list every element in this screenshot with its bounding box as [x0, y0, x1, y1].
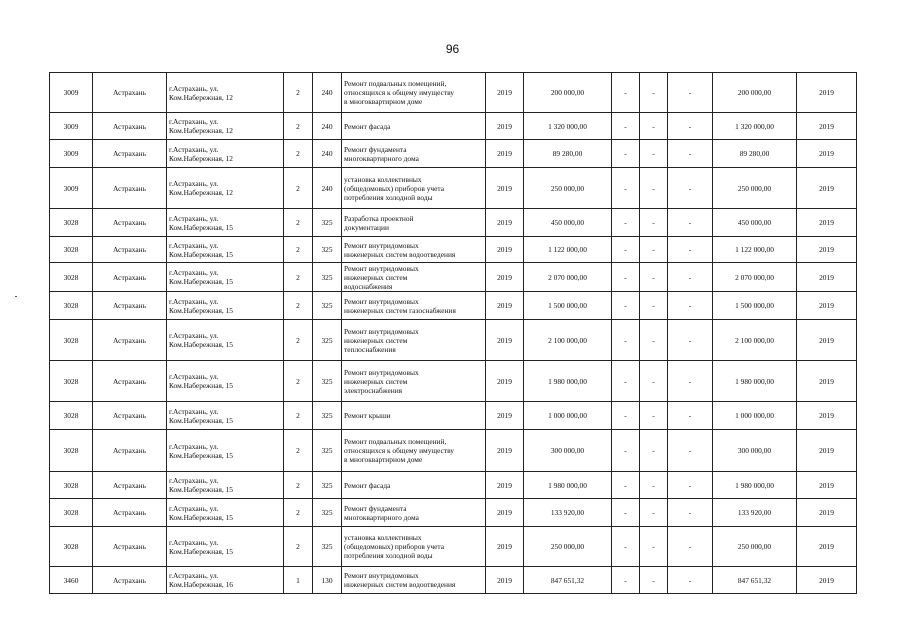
city-cell: Астрахань — [93, 140, 167, 168]
address-cell-line: г.Астрахань, ул. — [169, 268, 219, 277]
work-type-cell — [342, 402, 486, 430]
table-row — [50, 567, 857, 594]
city-cell: Астрахань — [93, 320, 167, 361]
city-cell: Астрахань — [93, 567, 167, 594]
federal-fund-cell: - — [612, 567, 640, 594]
work-type-cell — [342, 320, 486, 361]
address-cell — [167, 113, 284, 140]
work-type-cell — [342, 361, 486, 402]
completion-year-cell: 2019 — [797, 140, 857, 168]
owners-funds-cell: 200 000,00 — [713, 73, 797, 113]
regional-budget-cell: - — [640, 292, 668, 320]
table-row — [50, 140, 857, 168]
year-cell: 2019 — [486, 237, 524, 263]
address-cell — [167, 361, 284, 402]
address-cell-line: г.Астрахань, ул. — [169, 179, 219, 188]
work-type-cell-line: Ремонт внутридомовых — [344, 240, 419, 250]
city-cell: Астрахань — [93, 73, 167, 113]
year-cell: 2019 — [486, 402, 524, 430]
table-row — [50, 320, 857, 361]
area-cell: 325 — [313, 320, 342, 361]
address-cell — [167, 209, 284, 237]
floors-cell: 2 — [284, 320, 313, 361]
year-cell: 2019 — [486, 113, 524, 140]
address-cell-line: г.Астрахань, ул. — [169, 83, 219, 93]
page-number: 96 — [445, 42, 460, 56]
local-budget-cell: - — [668, 472, 713, 499]
work-type-cell-line: водоснабжения — [344, 281, 393, 291]
object-id-cell: 3028 — [50, 320, 93, 361]
floors-cell: 2 — [284, 361, 313, 402]
owners-funds-cell: 1 320 000,00 — [713, 113, 797, 140]
year-cell: 2019 — [486, 140, 524, 168]
local-budget-cell: - — [668, 292, 713, 320]
object-id-cell: 3009 — [50, 168, 93, 209]
local-budget-cell: - — [668, 168, 713, 209]
total-cost-cell: 89 280,00 — [524, 140, 612, 168]
city-cell: Астрахань — [93, 237, 167, 263]
table-row — [50, 402, 857, 430]
owners-funds-cell: 2 100 000,00 — [713, 320, 797, 361]
object-id-cell: 3028 — [50, 402, 93, 430]
address-cell-line: г.Астрахань, ул. — [169, 441, 219, 451]
regional-budget-cell: - — [640, 73, 668, 113]
address-cell-line: г.Астрахань, ул. — [169, 213, 219, 223]
year-cell: 2019 — [486, 73, 524, 113]
total-cost-cell: 250 000,00 — [524, 168, 612, 209]
area-cell: 325 — [313, 292, 342, 320]
object-id-cell: 3028 — [50, 430, 93, 472]
floors-cell: 2 — [284, 140, 313, 168]
regional-budget-cell: - — [640, 567, 668, 594]
local-budget-cell: - — [668, 73, 713, 113]
address-cell — [167, 527, 284, 567]
city-cell: Астрахань — [93, 402, 167, 430]
owners-funds-cell: 847 651,32 — [713, 567, 797, 594]
federal-fund-cell: - — [612, 168, 640, 209]
floors-cell: 2 — [284, 263, 313, 292]
address-cell-line: г.Астрахань, ул. — [169, 296, 219, 306]
city-cell: Астрахань — [93, 263, 167, 292]
work-type-cell-line: Ремонт подвальных помещений, — [344, 79, 447, 88]
local-budget-cell: - — [668, 263, 713, 292]
address-cell-line: г.Астрахань, ул. — [169, 537, 219, 547]
local-budget-cell: - — [668, 237, 713, 263]
federal-fund-cell: - — [612, 472, 640, 499]
work-type-cell-line: Ремонт фасада — [344, 121, 391, 131]
floors-cell: 2 — [284, 168, 313, 209]
total-cost-cell: 200 000,00 — [524, 73, 612, 113]
owners-funds-cell: 1 980 000,00 — [713, 361, 797, 402]
year-cell: 2019 — [486, 292, 524, 320]
area-cell: 325 — [313, 361, 342, 402]
table-row — [50, 472, 857, 499]
federal-fund-cell: - — [612, 320, 640, 361]
completion-year-cell: 2019 — [797, 113, 857, 140]
total-cost-cell: 450 000,00 — [524, 209, 612, 237]
object-id-cell: 3028 — [50, 527, 93, 567]
owners-funds-cell: 1 500 000,00 — [713, 292, 797, 320]
object-id-cell: 3460 — [50, 567, 93, 594]
regional-budget-cell: - — [640, 430, 668, 472]
address-cell — [167, 472, 284, 499]
year-cell: 2019 — [486, 209, 524, 237]
completion-year-cell: 2019 — [797, 472, 857, 499]
total-cost-cell: 250 000,00 — [524, 527, 612, 567]
area-cell: 130 — [313, 567, 342, 594]
work-type-cell-line: инженерных систем — [344, 272, 408, 282]
work-type-cell — [342, 263, 486, 292]
address-cell-line: г.Астрахань, ул. — [169, 476, 219, 485]
work-type-cell-line: (общедомовых) приборов учета — [344, 183, 445, 193]
owners-funds-cell: 1 122 000,00 — [713, 237, 797, 263]
federal-fund-cell: - — [612, 527, 640, 567]
floors-cell: 1 — [284, 567, 313, 594]
work-type-cell-line: Ремонт внутридомовых — [344, 571, 419, 580]
floors-cell: 2 — [284, 237, 313, 263]
local-budget-cell: - — [668, 113, 713, 140]
federal-fund-cell: - — [612, 237, 640, 263]
local-budget-cell: - — [668, 209, 713, 237]
local-budget-cell: - — [668, 402, 713, 430]
work-type-cell-line: электроснабжения — [344, 385, 403, 395]
floors-cell: 2 — [284, 73, 313, 113]
work-type-cell-line: Ремонт фасада — [344, 480, 391, 490]
local-budget-cell: - — [668, 567, 713, 594]
work-type-cell-line: Разработка проектной — [344, 213, 414, 223]
work-type-cell-line: инженерных систем — [344, 376, 408, 386]
completion-year-cell: 2019 — [797, 430, 857, 472]
work-type-cell-line: теплоснабжения — [344, 344, 396, 354]
address-cell-line: г.Астрахань, ул. — [169, 240, 219, 250]
regional-budget-cell: - — [640, 263, 668, 292]
year-cell: 2019 — [486, 567, 524, 594]
object-id-cell: 3028 — [50, 499, 93, 527]
address-cell-line: Ком.Набережная, 15 — [169, 381, 234, 390]
capital-repair-table — [49, 72, 857, 594]
work-type-cell-line: Ремонт внутридомовых — [344, 263, 419, 273]
regional-budget-cell: - — [640, 499, 668, 527]
table-row — [50, 527, 857, 567]
owners-funds-cell: 300 000,00 — [713, 430, 797, 472]
object-id-cell: 3009 — [50, 140, 93, 168]
address-cell — [167, 430, 284, 472]
city-cell: Астрахань — [93, 292, 167, 320]
work-type-cell-line: Ремонт внутридомовых — [344, 296, 419, 306]
address-cell-line: г.Астрахань, ул. — [169, 503, 219, 513]
completion-year-cell: 2019 — [797, 499, 857, 527]
regional-budget-cell: - — [640, 168, 668, 209]
work-type-cell-line: (общедомовых) приборов учета — [344, 542, 445, 551]
work-type-cell-line: относящихся к общему имуществу — [344, 446, 455, 455]
completion-year-cell: 2019 — [797, 73, 857, 113]
address-cell-line: Ком.Набережная, 15 — [169, 450, 234, 460]
work-type-cell — [342, 527, 486, 567]
federal-fund-cell: - — [612, 140, 640, 168]
total-cost-cell: 300 000,00 — [524, 430, 612, 472]
total-cost-cell: 2 100 000,00 — [524, 320, 612, 361]
owners-funds-cell: 250 000,00 — [713, 168, 797, 209]
year-cell: 2019 — [486, 263, 524, 292]
regional-budget-cell: - — [640, 527, 668, 567]
city-cell: Астрахань — [93, 113, 167, 140]
work-type-cell-line: Ремонт подвальных помещений, — [344, 437, 447, 446]
city-cell: Астрахань — [93, 472, 167, 499]
owners-funds-cell: 89 280,00 — [713, 140, 797, 168]
object-id-cell: 3009 — [50, 73, 93, 113]
address-cell-line: г.Астрахань, ул. — [169, 406, 219, 416]
object-id-cell: 3028 — [50, 292, 93, 320]
area-cell: 325 — [313, 430, 342, 472]
work-type-cell — [342, 168, 486, 209]
object-id-cell: 3028 — [50, 361, 93, 402]
owners-funds-cell: 1 980 000,00 — [713, 472, 797, 499]
address-cell-line: Ком.Набережная, 15 — [169, 546, 234, 556]
work-type-cell-line: инженерных систем водоотведения — [344, 249, 456, 259]
address-cell — [167, 168, 284, 209]
address-cell — [167, 73, 284, 113]
work-type-cell — [342, 567, 486, 594]
area-cell: 240 — [313, 73, 342, 113]
federal-fund-cell: - — [612, 430, 640, 472]
area-cell: 325 — [313, 527, 342, 567]
regional-budget-cell: - — [640, 320, 668, 361]
work-type-cell-line: Ремонт крыши — [344, 411, 391, 420]
table-row — [50, 209, 857, 237]
address-cell-line: Ком.Набережная, 16 — [169, 580, 234, 589]
total-cost-cell: 133 920,00 — [524, 499, 612, 527]
federal-fund-cell: - — [612, 73, 640, 113]
work-type-cell-line: Ремонт фундамента — [344, 503, 407, 513]
total-cost-cell: 1 000 000,00 — [524, 402, 612, 430]
year-cell: 2019 — [486, 320, 524, 361]
address-cell-line: Ком.Набережная, 15 — [169, 305, 234, 315]
year-cell: 2019 — [486, 430, 524, 472]
owners-funds-cell: 2 070 000,00 — [713, 263, 797, 292]
table-row — [50, 499, 857, 527]
address-cell — [167, 140, 284, 168]
city-cell: Астрахань — [93, 527, 167, 567]
table-row — [50, 361, 857, 402]
work-type-cell-line: установка коллективных — [344, 174, 422, 184]
completion-year-cell: 2019 — [797, 320, 857, 361]
federal-fund-cell: - — [612, 263, 640, 292]
regional-budget-cell: - — [640, 472, 668, 499]
work-type-cell-line: Ремонт фундамента — [344, 144, 407, 154]
federal-fund-cell: - — [612, 361, 640, 402]
work-type-cell-line: инженерных систем газоснабжения — [344, 305, 456, 315]
work-type-cell-line: в многоквартирном доме — [344, 455, 423, 464]
work-type-cell — [342, 292, 486, 320]
area-cell: 325 — [313, 499, 342, 527]
total-cost-cell: 1 980 000,00 — [524, 361, 612, 402]
owners-funds-cell: 1 000 000,00 — [713, 402, 797, 430]
table-row — [50, 237, 857, 263]
object-id-cell: 3028 — [50, 472, 93, 499]
local-budget-cell: - — [668, 140, 713, 168]
local-budget-cell: - — [668, 527, 713, 567]
work-type-cell-line: Ремонт внутридомовых — [344, 367, 419, 377]
local-budget-cell: - — [668, 430, 713, 472]
floors-cell: 2 — [284, 402, 313, 430]
floors-cell: 2 — [284, 527, 313, 567]
address-cell-line: Ком.Набережная, 15 — [169, 249, 234, 259]
table-row — [50, 168, 857, 209]
table-body — [50, 73, 857, 594]
table-row — [50, 263, 857, 292]
work-type-cell — [342, 140, 486, 168]
address-cell-line: Ком.Набережная, 15 — [169, 512, 234, 522]
address-cell-line: г.Астрахань, ул. — [169, 117, 219, 126]
address-cell-line: Ком.Набережная, 15 — [169, 222, 234, 232]
address-cell — [167, 263, 284, 292]
work-type-cell-line: установка коллективных — [344, 533, 422, 542]
area-cell: 240 — [313, 168, 342, 209]
address-cell — [167, 567, 284, 594]
object-id-cell: 3009 — [50, 113, 93, 140]
address-cell-line: г.Астрахань, ул. — [169, 331, 219, 340]
work-type-cell-line: инженерных систем — [344, 335, 408, 345]
table-row — [50, 113, 857, 140]
city-cell: Астрахань — [93, 361, 167, 402]
address-cell-line: Ком.Набережная, 15 — [169, 485, 234, 494]
work-type-cell-line: относящихся к общему имуществу — [344, 88, 455, 97]
area-cell: 325 — [313, 402, 342, 430]
work-type-cell — [342, 73, 486, 113]
address-cell — [167, 237, 284, 263]
work-type-cell-line: Ремонт внутридомовых — [344, 326, 419, 336]
total-cost-cell: 2 070 000,00 — [524, 263, 612, 292]
year-cell: 2019 — [486, 168, 524, 209]
completion-year-cell: 2019 — [797, 237, 857, 263]
floors-cell: 2 — [284, 292, 313, 320]
completion-year-cell: 2019 — [797, 402, 857, 430]
owners-funds-cell: 133 920,00 — [713, 499, 797, 527]
address-cell — [167, 292, 284, 320]
work-type-cell-line: инженерных систем водоотведения — [344, 580, 456, 589]
regional-budget-cell: - — [640, 113, 668, 140]
address-cell-line: г.Астрахань, ул. — [169, 571, 219, 580]
total-cost-cell: 1 500 000,00 — [524, 292, 612, 320]
area-cell: 325 — [313, 237, 342, 263]
city-cell: Астрахань — [93, 209, 167, 237]
city-cell: Астрахань — [93, 430, 167, 472]
address-cell-line: Ком.Набережная, 12 — [169, 92, 234, 102]
address-cell — [167, 402, 284, 430]
federal-fund-cell: - — [612, 113, 640, 140]
work-type-cell-line: многоквартирного дома — [344, 512, 419, 522]
total-cost-cell: 1 320 000,00 — [524, 113, 612, 140]
area-cell: 325 — [313, 472, 342, 499]
year-cell: 2019 — [486, 472, 524, 499]
address-cell-line: Ком.Набережная, 12 — [169, 153, 234, 163]
local-budget-cell: - — [668, 499, 713, 527]
year-cell: 2019 — [486, 361, 524, 402]
federal-fund-cell: - — [612, 499, 640, 527]
regional-budget-cell: - — [640, 361, 668, 402]
area-cell: 325 — [313, 209, 342, 237]
floors-cell: 2 — [284, 113, 313, 140]
object-id-cell: 3028 — [50, 263, 93, 292]
work-type-cell — [342, 113, 486, 140]
regional-budget-cell: - — [640, 237, 668, 263]
city-cell: Астрахань — [93, 168, 167, 209]
address-cell-line: Ком.Набережная, 15 — [169, 340, 234, 349]
completion-year-cell: 2019 — [797, 361, 857, 402]
work-type-cell-line: документации — [344, 222, 389, 232]
floors-cell: 2 — [284, 472, 313, 499]
address-cell — [167, 320, 284, 361]
floors-cell: 2 — [284, 430, 313, 472]
address-cell-line: Ком.Набережная, 15 — [169, 277, 234, 286]
address-cell-line: г.Астрахань, ул. — [169, 144, 219, 154]
work-type-cell-line: потребления холодной воды — [344, 192, 433, 202]
floors-cell: 2 — [284, 209, 313, 237]
regional-budget-cell: - — [640, 140, 668, 168]
regional-budget-cell: - — [640, 402, 668, 430]
work-type-cell-line: в многоквартирном доме — [344, 97, 423, 106]
address-cell-line: Ком.Набережная, 12 — [169, 126, 234, 135]
address-cell — [167, 499, 284, 527]
table-row — [50, 430, 857, 472]
object-id-cell: 3028 — [50, 209, 93, 237]
regional-budget-cell: - — [640, 209, 668, 237]
city-cell: Астрахань — [93, 499, 167, 527]
work-type-cell — [342, 209, 486, 237]
work-type-cell-line: потребления холодной воды — [344, 551, 433, 560]
federal-fund-cell: - — [612, 292, 640, 320]
work-type-cell — [342, 237, 486, 263]
owners-funds-cell: 250 000,00 — [713, 527, 797, 567]
local-budget-cell: - — [668, 320, 713, 361]
completion-year-cell: 2019 — [797, 527, 857, 567]
floors-cell: 2 — [284, 499, 313, 527]
completion-year-cell: 2019 — [797, 209, 857, 237]
table-row — [50, 292, 857, 320]
work-type-cell — [342, 430, 486, 472]
federal-fund-cell: - — [612, 402, 640, 430]
area-cell: 240 — [313, 113, 342, 140]
address-cell-line: Ком.Набережная, 15 — [169, 415, 234, 425]
owners-funds-cell: 450 000,00 — [713, 209, 797, 237]
address-cell-line: г.Астрахань, ул. — [169, 372, 219, 381]
object-id-cell: 3028 — [50, 237, 93, 263]
total-cost-cell: 1 122 000,00 — [524, 237, 612, 263]
year-cell: 2019 — [486, 527, 524, 567]
year-cell: 2019 — [486, 499, 524, 527]
completion-year-cell: 2019 — [797, 168, 857, 209]
local-budget-cell: - — [668, 361, 713, 402]
total-cost-cell: 1 980 000,00 — [524, 472, 612, 499]
completion-year-cell: 2019 — [797, 292, 857, 320]
area-cell: 325 — [313, 263, 342, 292]
scan-speck — [15, 296, 17, 297]
table-row — [50, 73, 857, 113]
total-cost-cell: 847 651,32 — [524, 567, 612, 594]
work-type-cell-line: многоквартирного дома — [344, 153, 419, 163]
completion-year-cell: 2019 — [797, 263, 857, 292]
work-type-cell — [342, 499, 486, 527]
work-type-cell — [342, 472, 486, 499]
completion-year-cell: 2019 — [797, 567, 857, 594]
federal-fund-cell: - — [612, 209, 640, 237]
area-cell: 240 — [313, 140, 342, 168]
address-cell-line: Ком.Набережная, 12 — [169, 188, 234, 197]
